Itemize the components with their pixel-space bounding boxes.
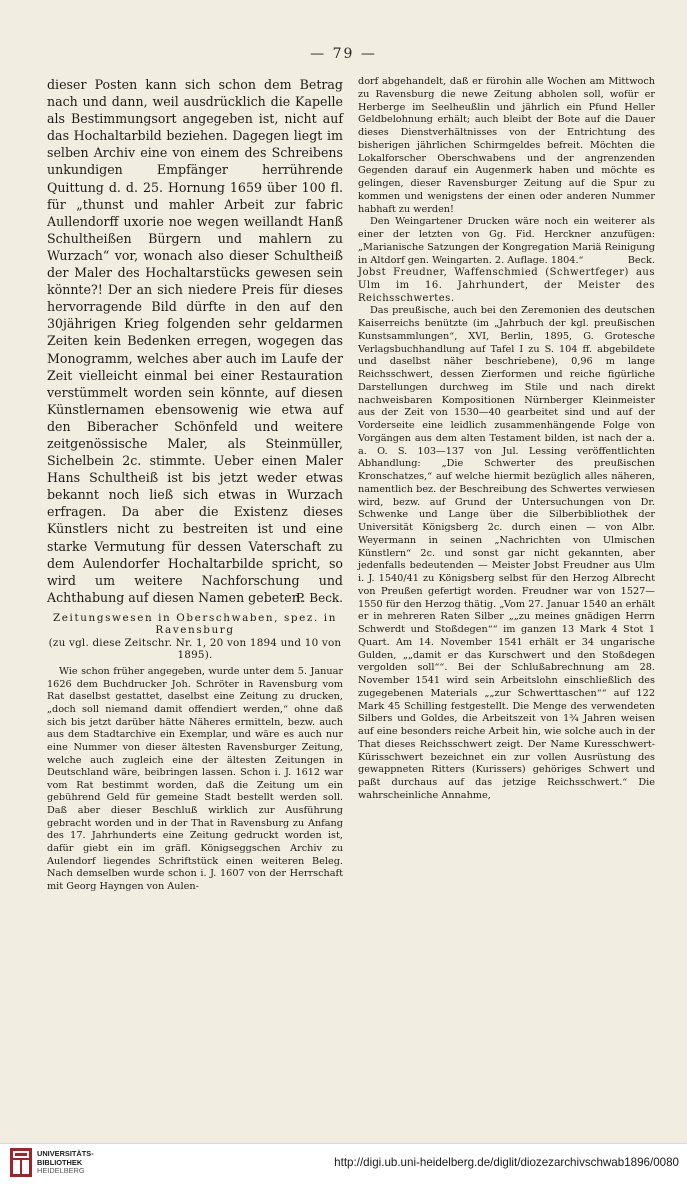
heading-sub: (zu vgl. diese Zeitschr. Nr. 1, 20 von 1894 und 10 von 1895).	[48, 636, 342, 662]
right-paragraph-2-text: Den Weingartener Drucken wäre noch ein weiterer als einer der letzten von Gg. Fid. Herckner anzufügen: „Marianische Satzungen der Kongregation Mariä Reinigung in Altdorf gen. Weingarten. 2. Auflage. 1804.“	[358, 216, 655, 266]
university-library-logo-icon[interactable]	[9, 1147, 33, 1178]
heading-main: Zeitungswesen in Oberschwaben, spez. in Ravensburg	[52, 611, 338, 637]
left-column	[47, 76, 343, 894]
library-name-line-3: HEIDELBERG	[37, 1166, 85, 1176]
left-signature: P. Beck.	[296, 590, 343, 605]
library-name-line-2: BIBLIOTHEK	[37, 1157, 83, 1167]
library-name-line-1: UNIVERSITÄTS-	[37, 1149, 94, 1158]
page-number: — 79 —	[310, 46, 377, 62]
left-paragraph-2: Wie schon früher angegeben, wurde unter dem 5. Januar 1626 dem Buchdrucker Joh. Schröter in Ravensburg vom Rat daselbst gestattet, daselbst eine Zeitung zu drucken, „doch soll niemand damit offendiert werden,“ ohne daß sich bis jetzt darüber hätte Näheres ermitteln, bezw. auch aus dem Stadtarchive ein Exemplar, und wäre es auch nur eine Nummer von dieser ältesten Ravensburger Zeitung, welche auch zugleich eine der ältesten Zeitungen in Deutschland wäre, beibringen lassen. Schon i. J. 1612 war vom Rat bestimmt worden, daß die Zeitung um ein gebührend Geld für gemeine Stadt bestellt werden soll. Daß aber dieser Beschluß wirklich zur Ausführung gebracht worden und in der That in Ravensburg zu Anfang des 17. Jahrhunderts eine Zeitung gedruckt worden ist, dafür giebt ein im gräfl. Königseggschen Archiv zu Aulendorf liegendes Schriftstück einen weiteren Beleg. Nach demselben wurde schon i. J. 1607 von der Herrschaft mit Georg Hayngen von Aulen-	[47, 665, 343, 893]
right-paragraph-3: Das preußische, auch bei den Zeremonien des deutschen Kaiserreichs benützte (im „Jahrbuch der kgl. preußischen Kunstsammlungen“, XVI, Berlin, 1895, G. Grotesche Verlagsbuchhandlung auf Tafel I zu S. 104 ff. abgebildete und daselbst näher beschriebene), 0,96 m lange Reichsschwert, dessen Zierformen und reiche figürliche Darstellungen durchweg im Stile und nach direkt nachweisbaren Kompositionen Nürnberger Kleinmeister aus der Zeit von 1530—40 gearbeitet sind und auf der Vorderseite eine leidlich zusammenhängende Folge von Vorgängen aus dem alten Testament bilden, ist nach der a. a. O. S. 103—137 von Jul. Lessing veröffentlichten Abhandlung: „Die Schwerter des preußischen Kronschatzes,“ auf welche hiermit bezüglich alles näheren, namentlich bez. der Beschreibung des Schwertes verwiesen wird, bezw. auf Grund der Untersuchungen von Dr. Schwenke und Lange über die Silberbibliothek der Universität Königsberg 2c. durch einen — von Albr. Weyermann in seinen „Nachrichten von Ulmischen Künstlern“ 2c. und sonst gar nicht gekannten, aber jedenfalls bedeutenden — Meister Jobst Freudner aus Ulm i. J. 1540/41 zu Königsberg selbst für den Herzog Albrecht von Preußen gefertigt worden. Freudner war von 1527—1550 für den Herzog thätig. „Vom 27. Januar 1540 an erhält er in mehreren Raten Silber „„zu meines gnädigen Herrn Schwerdt und Stoßdegen““ im ganzen 13 Mark 4 Stot 1 Quart. Am 14. November 1541 erhält er 34 ungarische Gulden, „„damit er das Kurschwert und den Stoßdegen vergolden soll““. Bei der Schlußabrechnung am 28. November 1541 wird sein Arbeitslohn einschließlich des zugegebenen Materials „„zur Schwerttaschen““ auf 122 Mark 45 Schilling festgestellt. Die Menge des verwendeten Silbers und Goldes, die Arbeitszeit von 1¾ Jahren weisen auf eine besonders reiche Arbeit hin, wie solche auch in der That dieses Reichsschwert zeigt. Der Name Kuresschwert-Kürisschwert bezeichnet ein zur vollen Ausrüstung des gewappneten Ritters (Kurissers) gehöriges Schwert und paßt durchaus auf das jetzige Reichsschwert.“ Die wahrscheinliche Annahme,	[358, 305, 655, 801]
article-heading-zeitungswesen	[47, 612, 343, 662]
right-column	[358, 76, 655, 803]
right-paragraph-2	[358, 216, 655, 267]
permalink-url[interactable]: http://digi.ub.uni-heidelberg.de/diglit/diozezarchivschwab1896/0080	[334, 1156, 679, 1169]
right-signature: Beck.	[627, 254, 655, 266]
left-paragraph-1: dieser Posten kann sich schon dem Betrag nach und dann, weil ausdrücklich die Kapelle als Bestimmungsort angegeben ist, nicht auf das Hochaltarbild beziehen. Dagegen liegt im selben Archiv eine von einem des Schreibens unkundigen Empfänger herrührende Quittung d. d. 25. Hornung 1659 über 100 fl. für „thunst und mahler Arbeit zur fabric Aullendorff uxorie noe wegen weillandt Hanß Schultheißen Bürgern und mahlern zu Wurzach“ vor, wonach also dieser Schultheiß der Maler des Hochaltarstücks gewesen sein könnte?! Der an sich niedere Preis für dieses hervorragende Bild dürfte in den auf den 30jährigen Krieg folgenden sehr geldarmen Zeiten kein Bedenken erregen, wogegen das Monogramm, welches aber auch im Laufe der Zeit vielleicht einmal bei einer Restauration verstümmelt worden sein könnte, auf diesen Künstlernamen ebensowenig wie etwa auf den Biberacher Schönfeld und weitere zeitgenössische Maler, als Steinmüller, Sichelbein 2c. stimmte. Ueber einen Maler Hans Schultheiß ist bis jetzt weder etwas bekannt noch ließ sich etwas in Wurzach erfragen. Da aber die Existenz dieses Künstlers nicht zu bestreiten ist und eine starke Vermutung für dessen Vaterschaft zu dem Aulendorfer Hochaltarbilde spricht, so wird um weitere Nachforschung und Achthabung auf diesen Namen gebeten.	[47, 77, 343, 605]
footer-bar	[0, 1143, 687, 1185]
right-paragraph-1: dorf abgehandelt, daß er fürohin alle Wochen am Mittwoch zu Ravensburg die newe Zeitung abholen soll, wofür er Herberge im Seelheußlin und jährlich ein Pfund Heller Geldbelohnung erhält; auch bleibt der Bote auf die Dauer dieses Dienstverhältnisses von der Entrichtung des bisherigen jährlichen Schirmgeldes befreit. Möchten die Lokalforscher Oberschwabens und der angrenzenden Gegenden darauf ein Augenmerk haben und möchte es gelingen, dieser Ravensburger Zeitung auf die Spur zu kommen und wenigstens der einen oder anderen Nummer habhaft zu werden!	[358, 76, 655, 215]
library-name[interactable]	[37, 1150, 94, 1176]
article-heading-freudner: Jobst Freudner, Waffenschmied (Schwertfeger) aus Ulm im 16. Jahrhundert, der Meister des Reichsschwertes.	[358, 267, 655, 304]
